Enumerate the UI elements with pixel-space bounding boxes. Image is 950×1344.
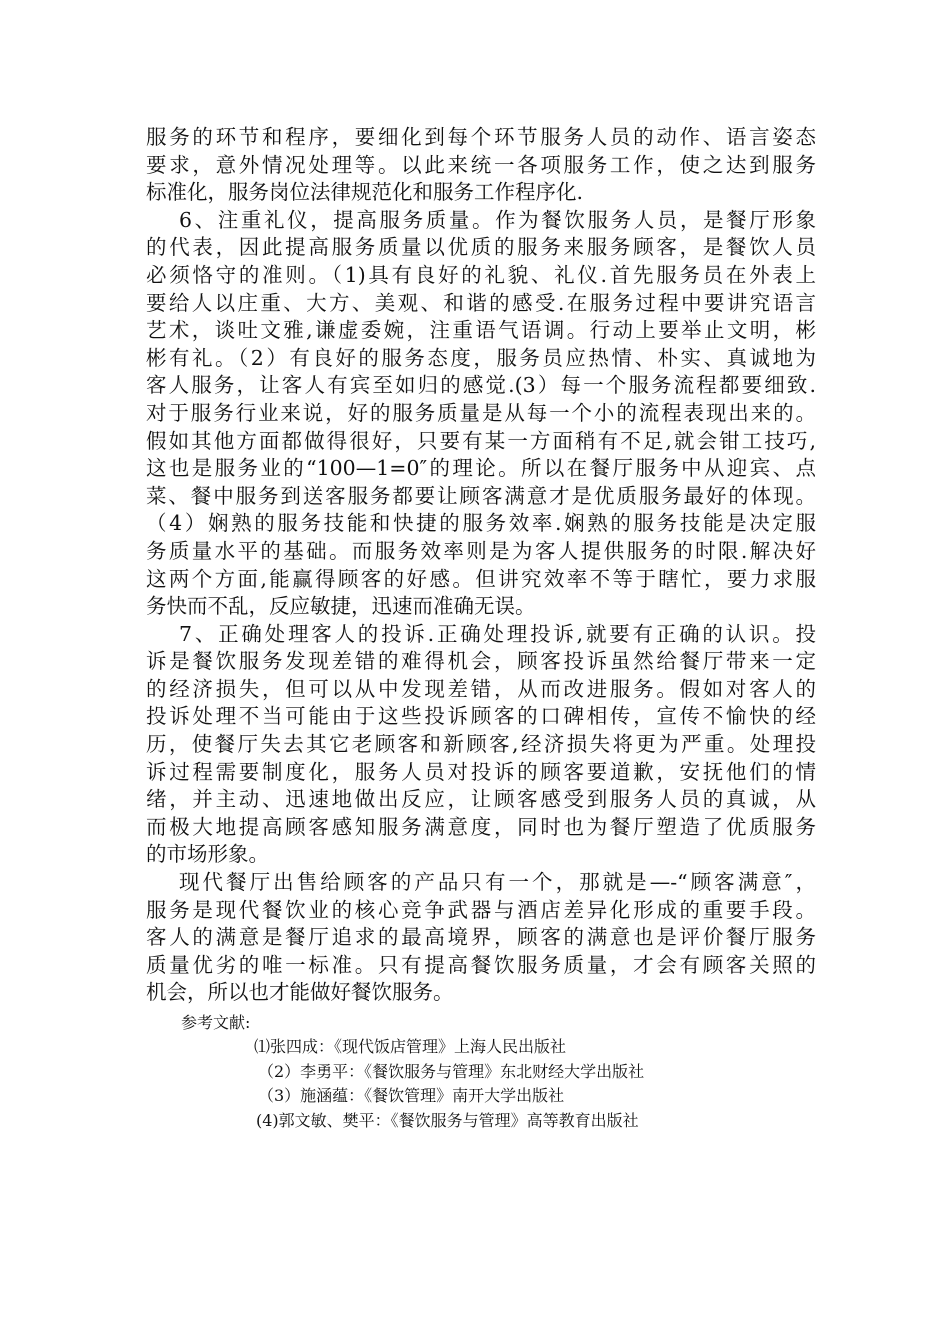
body-text	[146, 124, 816, 1007]
text-line: 菜、餐中服务到送客服务都要让顾客满意才是优质服务最好的体现。	[146, 483, 816, 508]
document-page	[146, 124, 816, 1133]
text-line: 务快而不乱，反应敏捷，迅速而准确无误。	[146, 594, 536, 619]
reference-item: (4)郭文敏、樊平：《餐饮服务与管理》高等教育出版社	[256, 1110, 639, 1130]
reference-item: （2）李勇平：《餐饮服务与管理》东北财经大学出版社	[258, 1061, 645, 1081]
text-line: 对于服务行业来说，好的服务质量是从每一个小的流程表现出来的。	[146, 400, 816, 425]
reference-item: ⑴张四成：《现代饭店管理》上海人民出版社	[254, 1037, 567, 1056]
text-line: 投诉处理不当可能由于这些投诉顾客的口碑相传，宣传不愉快的经	[146, 704, 816, 729]
paragraph-p-conclusion	[146, 869, 816, 1007]
paragraph-p-6	[146, 207, 816, 621]
text-line: 诉过程需要制度化，服务人员对投诉的顾客要道歉，安抚他们的情	[146, 759, 816, 784]
references-title: 参考文献:	[181, 1013, 251, 1032]
text-line: 历，使餐厅失去其它老顾客和新顾客,经济损失将更为严重。处理投	[146, 732, 816, 757]
text-line: 的代表，因此提高服务质量以优质的服务来服务顾客，是餐饮人员	[146, 235, 816, 260]
text-line: 必须恪守的准则。（1)具有良好的礼貌、礼仪.首先服务员在外表上	[146, 262, 816, 287]
text-line: 要求，意外情况处理等。以此来统一各项服务工作，使之达到服务	[146, 152, 816, 177]
text-line: 彬有礼。（2）有良好的服务态度，服务员应热情、朴实、真诚地为	[146, 345, 816, 370]
text-line: 诉是餐饮服务发现差错的难得机会，顾客投诉虽然给餐厅带来一定	[146, 649, 816, 674]
text-line: 这两个方面,能赢得顾客的好感。但讲究效率不等于瞎忙，要力求服	[146, 566, 816, 591]
text-line: 客人服务，让客人有宾至如归的感觉.(3）每一个服务流程都要细致.	[146, 373, 816, 398]
text-line: 客人的满意是餐厅追求的最高境界，顾客的满意也是评价餐厅服务	[146, 925, 816, 950]
text-line: 服务的环节和程序，要细化到每个环节服务人员的动作、语言姿态	[146, 125, 816, 149]
references-list	[146, 1035, 816, 1133]
text-line: 假如其他方面都做得很好，只要有某一方面稍有不足,就会钳工技巧,	[146, 428, 816, 453]
text-line: （4）娴熟的服务技能和快捷的服务效率.娴熟的服务技能是决定服	[146, 511, 816, 536]
text-line: 标准化，服务岗位法律规范化和服务工作程序化.	[146, 180, 584, 205]
paragraph-p-7	[146, 621, 816, 869]
text-line: 机会，所以也才能做好餐饮服务。	[146, 980, 454, 1005]
text-line: 艺术，谈吐文雅,谦虚委婉，注重语气语调。行动上要举止文明，彬	[146, 318, 816, 343]
text-line: 绪，并主动、迅速地做出反应，让顾客感受到服务人员的真诚，从	[146, 787, 816, 812]
text-line: 要给人以庄重、大方、美观、和谐的感受.在服务过程中要讲究语言	[146, 290, 816, 315]
reference-item: （3）施涵蕴：《餐饮管理》南开大学出版社	[258, 1086, 565, 1105]
text-line: 务质量水平的基础。而服务效率则是为客人提供服务的时限.解决好	[146, 538, 816, 563]
text-line: 的市场形象。	[146, 842, 269, 867]
text-line: 服务是现代餐饮业的核心竞争武器与酒店差异化形成的重要手段。	[146, 897, 816, 922]
text-line: 7、正确处理客人的投诉.正确处理投诉,就要有正确的认识。投	[179, 621, 816, 646]
text-line: 这也是服务业的“100—1=0″的理论。所以在餐厅服务中从迎宾、点	[146, 456, 816, 481]
text-line: 现代餐厅出售给顾客的产品只有一个，那就是—-“顾客满意″，	[179, 870, 816, 895]
text-line: 6、注重礼仪，提高服务质量。作为餐饮服务人员，是餐厅形象	[179, 207, 816, 232]
text-line: 的经济损失，但可以从中发现差错，从而改进服务。假如对客人的	[146, 676, 816, 701]
text-line: 而极大地提高顾客感知服务满意度，同时也为餐厅塑造了优质服务	[146, 814, 816, 839]
text-line: 质量优劣的唯一标准。只有提高餐饮服务质量，才会有顾客关照的	[146, 952, 816, 977]
paragraph-p-continuation	[146, 124, 816, 207]
